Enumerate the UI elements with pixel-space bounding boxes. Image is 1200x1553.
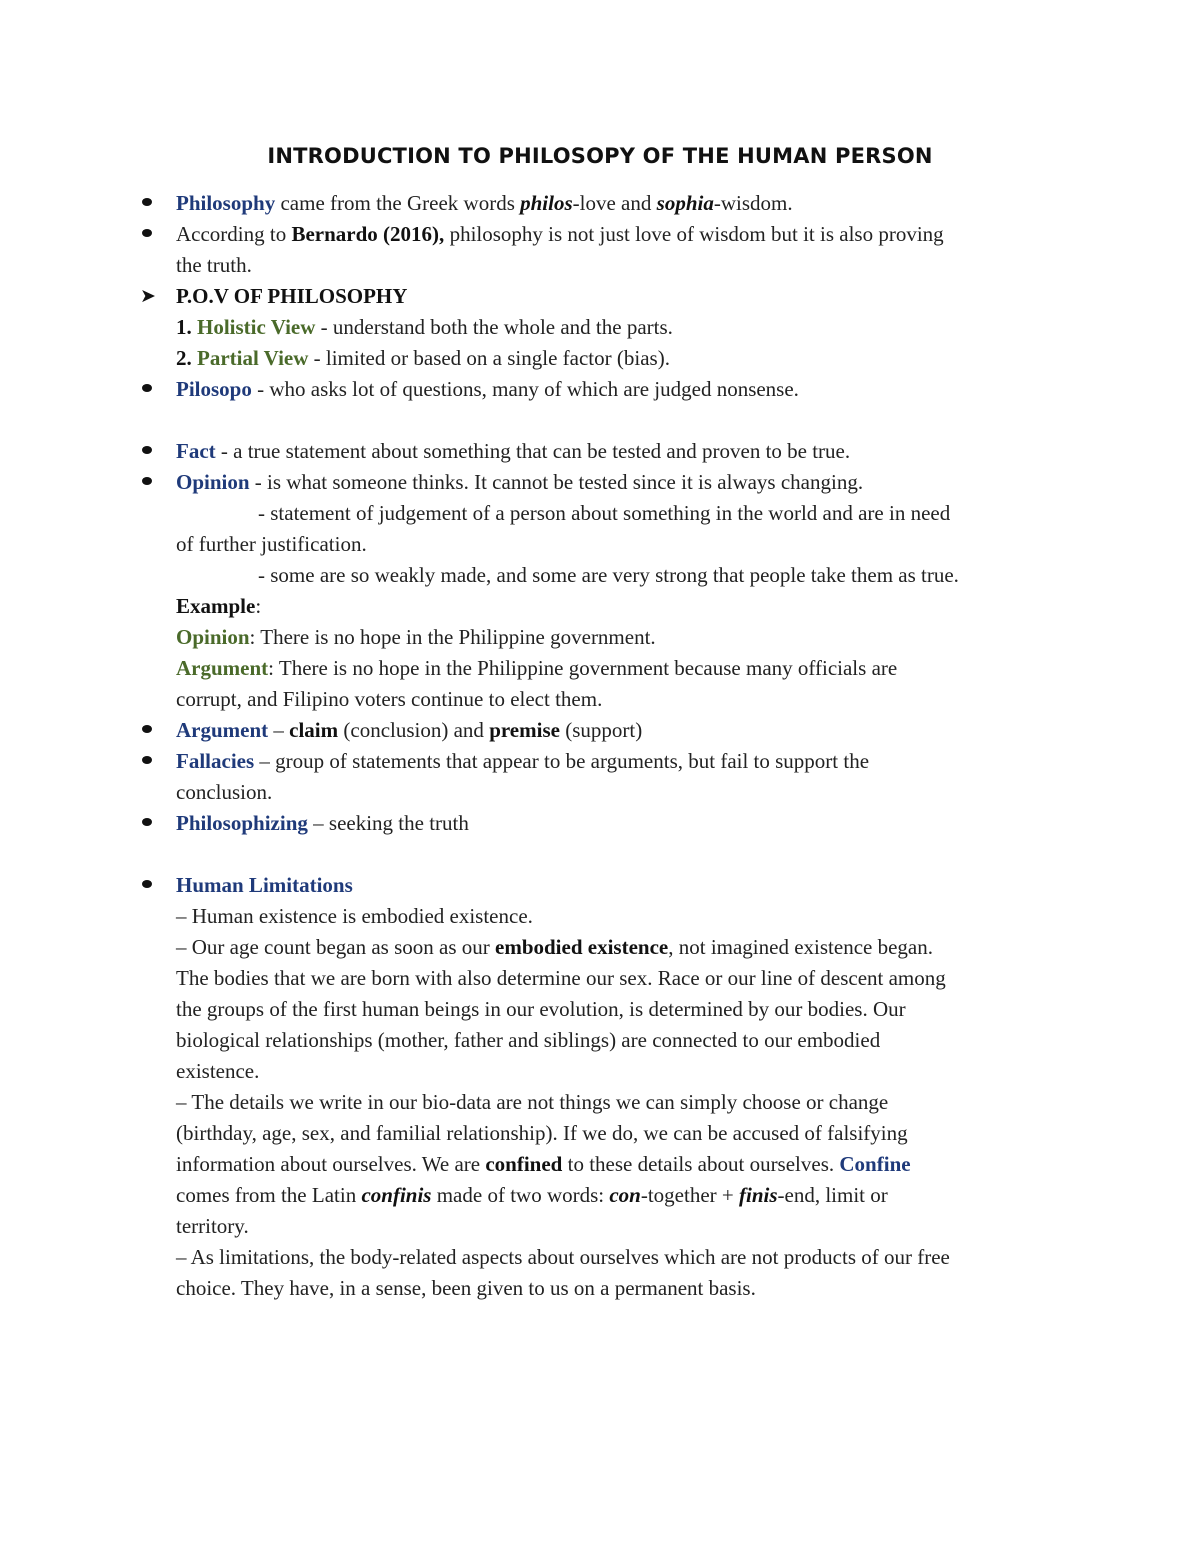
text: corrupt, and Filipino voters continue to elect them. (176, 687, 603, 711)
limitations-p3-cont3 (176, 1180, 1056, 1211)
text: - who asks lot of questions, many of which are judged nonsense. (251, 377, 799, 401)
bullet-icon (142, 229, 152, 237)
list-item-bernardo-cont (176, 250, 1056, 281)
text: the groups of the first human beings in our evolution, is determined by our bodies. Our (176, 997, 906, 1021)
term-opinion: Opinion (176, 470, 250, 494)
bullet-icon (142, 818, 152, 826)
opinion-sub1 (176, 498, 1056, 529)
example-argument-label: Argument (176, 656, 269, 680)
example-argument-cont (176, 684, 1056, 715)
list-item-fact (176, 436, 1056, 467)
bullet-icon (142, 384, 152, 392)
limitations-p2-cont2 (176, 994, 1056, 1025)
text: - is what someone thinks. It cannot be tested since it is always changing. (249, 470, 864, 494)
greek-word-philos: philos (520, 191, 573, 215)
opinion-sub2 (176, 560, 1056, 591)
limitations-p4-cont (176, 1273, 1056, 1304)
bold-confined: confined (485, 1152, 563, 1176)
term-philosophizing: Philosophizing (176, 811, 308, 835)
text: , not imagined existence began. (668, 935, 933, 959)
document-body (140, 188, 1056, 1304)
latin-con: con (609, 1183, 641, 1207)
text: - understand both the whole and the parts. (315, 315, 673, 339)
text: The bodies that we are born with also determine our sex. Race or our line of descent among (176, 966, 946, 990)
limitations-p1 (176, 901, 1056, 932)
text: - limited or based on a single factor (bias). (308, 346, 670, 370)
text: choice. They have, in a sense, been given to us on a permanent basis. (176, 1276, 756, 1300)
list-item-philosophy (176, 188, 1056, 219)
number: 2. (176, 346, 197, 370)
text: : There is no hope in the Philippine government because many officials are (268, 656, 898, 680)
example-label: Example (176, 594, 256, 618)
bullet-icon (142, 477, 152, 485)
text: – (268, 718, 290, 742)
text: – Our age count began as soon as our (176, 935, 495, 959)
text: territory. (176, 1214, 249, 1238)
text: -end, limit or (777, 1183, 888, 1207)
pov-heading-text: P.O.V OF PHILOSOPHY (176, 284, 408, 308)
text: comes from the Latin (176, 1183, 362, 1207)
term-holistic-view: Holistic View (197, 315, 316, 339)
text: to these details about ourselves. (562, 1152, 840, 1176)
text: - a true statement about something that can be tested and proven to be true. (215, 439, 851, 463)
text: conclusion. (176, 780, 273, 804)
text: existence. (176, 1059, 260, 1083)
text: -wisdom. (713, 191, 793, 215)
latin-finis: finis (739, 1183, 778, 1207)
limitations-p2-cont3 (176, 1025, 1056, 1056)
example-opinion-label: Opinion (176, 625, 250, 649)
text: – As limitations, the body-related aspects about ourselves which are not products of our free (176, 1245, 950, 1269)
term-partial-view: Partial View (197, 346, 309, 370)
greek-word-sophia: sophia (656, 191, 714, 215)
text: philosophy is not just love of wisdom but it is also proving (444, 222, 944, 246)
limitations-p3 (176, 1087, 1056, 1118)
list-item-bernardo (176, 219, 1056, 250)
text: -together + (640, 1183, 739, 1207)
claim-label: claim (289, 718, 339, 742)
text: : (255, 594, 262, 618)
text: : There is no hope in the Philippine government. (249, 625, 656, 649)
arrow-bullet-icon: ➤ (140, 285, 156, 307)
bullet-icon (142, 756, 152, 764)
bold-embodied-existence: embodied existence (495, 935, 669, 959)
bullet-icon (142, 198, 152, 206)
number: 1. (176, 315, 197, 339)
limitations-p3-cont4 (176, 1211, 1056, 1242)
list-item-philosophizing (176, 808, 1056, 839)
term-human-limitations: Human Limitations (176, 873, 353, 897)
bullet-icon (142, 446, 152, 454)
term-philosophy: Philosophy (176, 191, 276, 215)
list-item-pilosopo (176, 374, 1056, 405)
list-item-human-limitations (176, 870, 1056, 901)
premise-label: premise (489, 718, 560, 742)
pov-item-partial (176, 343, 1056, 374)
citation: Bernardo (2016), (291, 222, 445, 246)
limitations-p3-cont1 (176, 1118, 1056, 1149)
document-title: INTRODUCTION TO PHILOSOPY OF THE HUMAN PERSON (267, 144, 933, 168)
term-argument: Argument (176, 718, 269, 742)
bullet-icon (142, 880, 152, 888)
text: -love and (572, 191, 657, 215)
example-opinion (176, 622, 1056, 653)
text: According to (176, 222, 292, 246)
text: made of two words: (431, 1183, 610, 1207)
list-item-fallacies-cont (176, 777, 1056, 808)
text: - some are so weakly made, and some are very strong that people take them as true. (258, 563, 959, 587)
text: information about ourselves. We are (176, 1152, 486, 1176)
term-fact: Fact (176, 439, 216, 463)
text: – The details we write in our bio-data are not things we can simply choose or change (176, 1090, 889, 1114)
term-pilosopo: Pilosopo (176, 377, 252, 401)
text: biological relationships (mother, father and siblings) are connected to our embodied (176, 1028, 881, 1052)
text: – group of statements that appear to be arguments, but fail to support the (254, 749, 870, 773)
list-item-fallacies (176, 746, 1056, 777)
pov-item-holistic (176, 312, 1056, 343)
text: – seeking the truth (307, 811, 469, 835)
example-heading (176, 591, 1056, 622)
limitations-p2-cont4 (176, 1056, 1056, 1087)
limitations-p2 (176, 932, 1056, 963)
example-argument (176, 653, 1056, 684)
limitations-p2-cont1 (176, 963, 1056, 994)
text: the truth. (176, 253, 252, 277)
text: (support) (559, 718, 643, 742)
text: – Human existence is embodied existence. (176, 904, 533, 928)
text: came from the Greek words (275, 191, 521, 215)
term-fallacies: Fallacies (176, 749, 255, 773)
text: (conclusion) and (338, 718, 490, 742)
list-item-argument (176, 715, 1056, 746)
limitations-p4 (176, 1242, 1056, 1273)
text: (birthday, age, sex, and familial relationship). If we do, we can be accused of falsifying (176, 1121, 908, 1145)
latin-confinis: confinis (361, 1183, 432, 1207)
limitations-p3-cont2 (176, 1149, 1056, 1180)
pov-heading (140, 281, 1056, 312)
bullet-icon (142, 725, 152, 733)
text: - statement of judgement of a person about something in the world and are in need (258, 501, 951, 525)
list-item-opinion (176, 467, 1056, 498)
term-confine: Confine (839, 1152, 911, 1176)
opinion-sub1-cont (176, 529, 1056, 560)
text: of further justification. (176, 532, 367, 556)
